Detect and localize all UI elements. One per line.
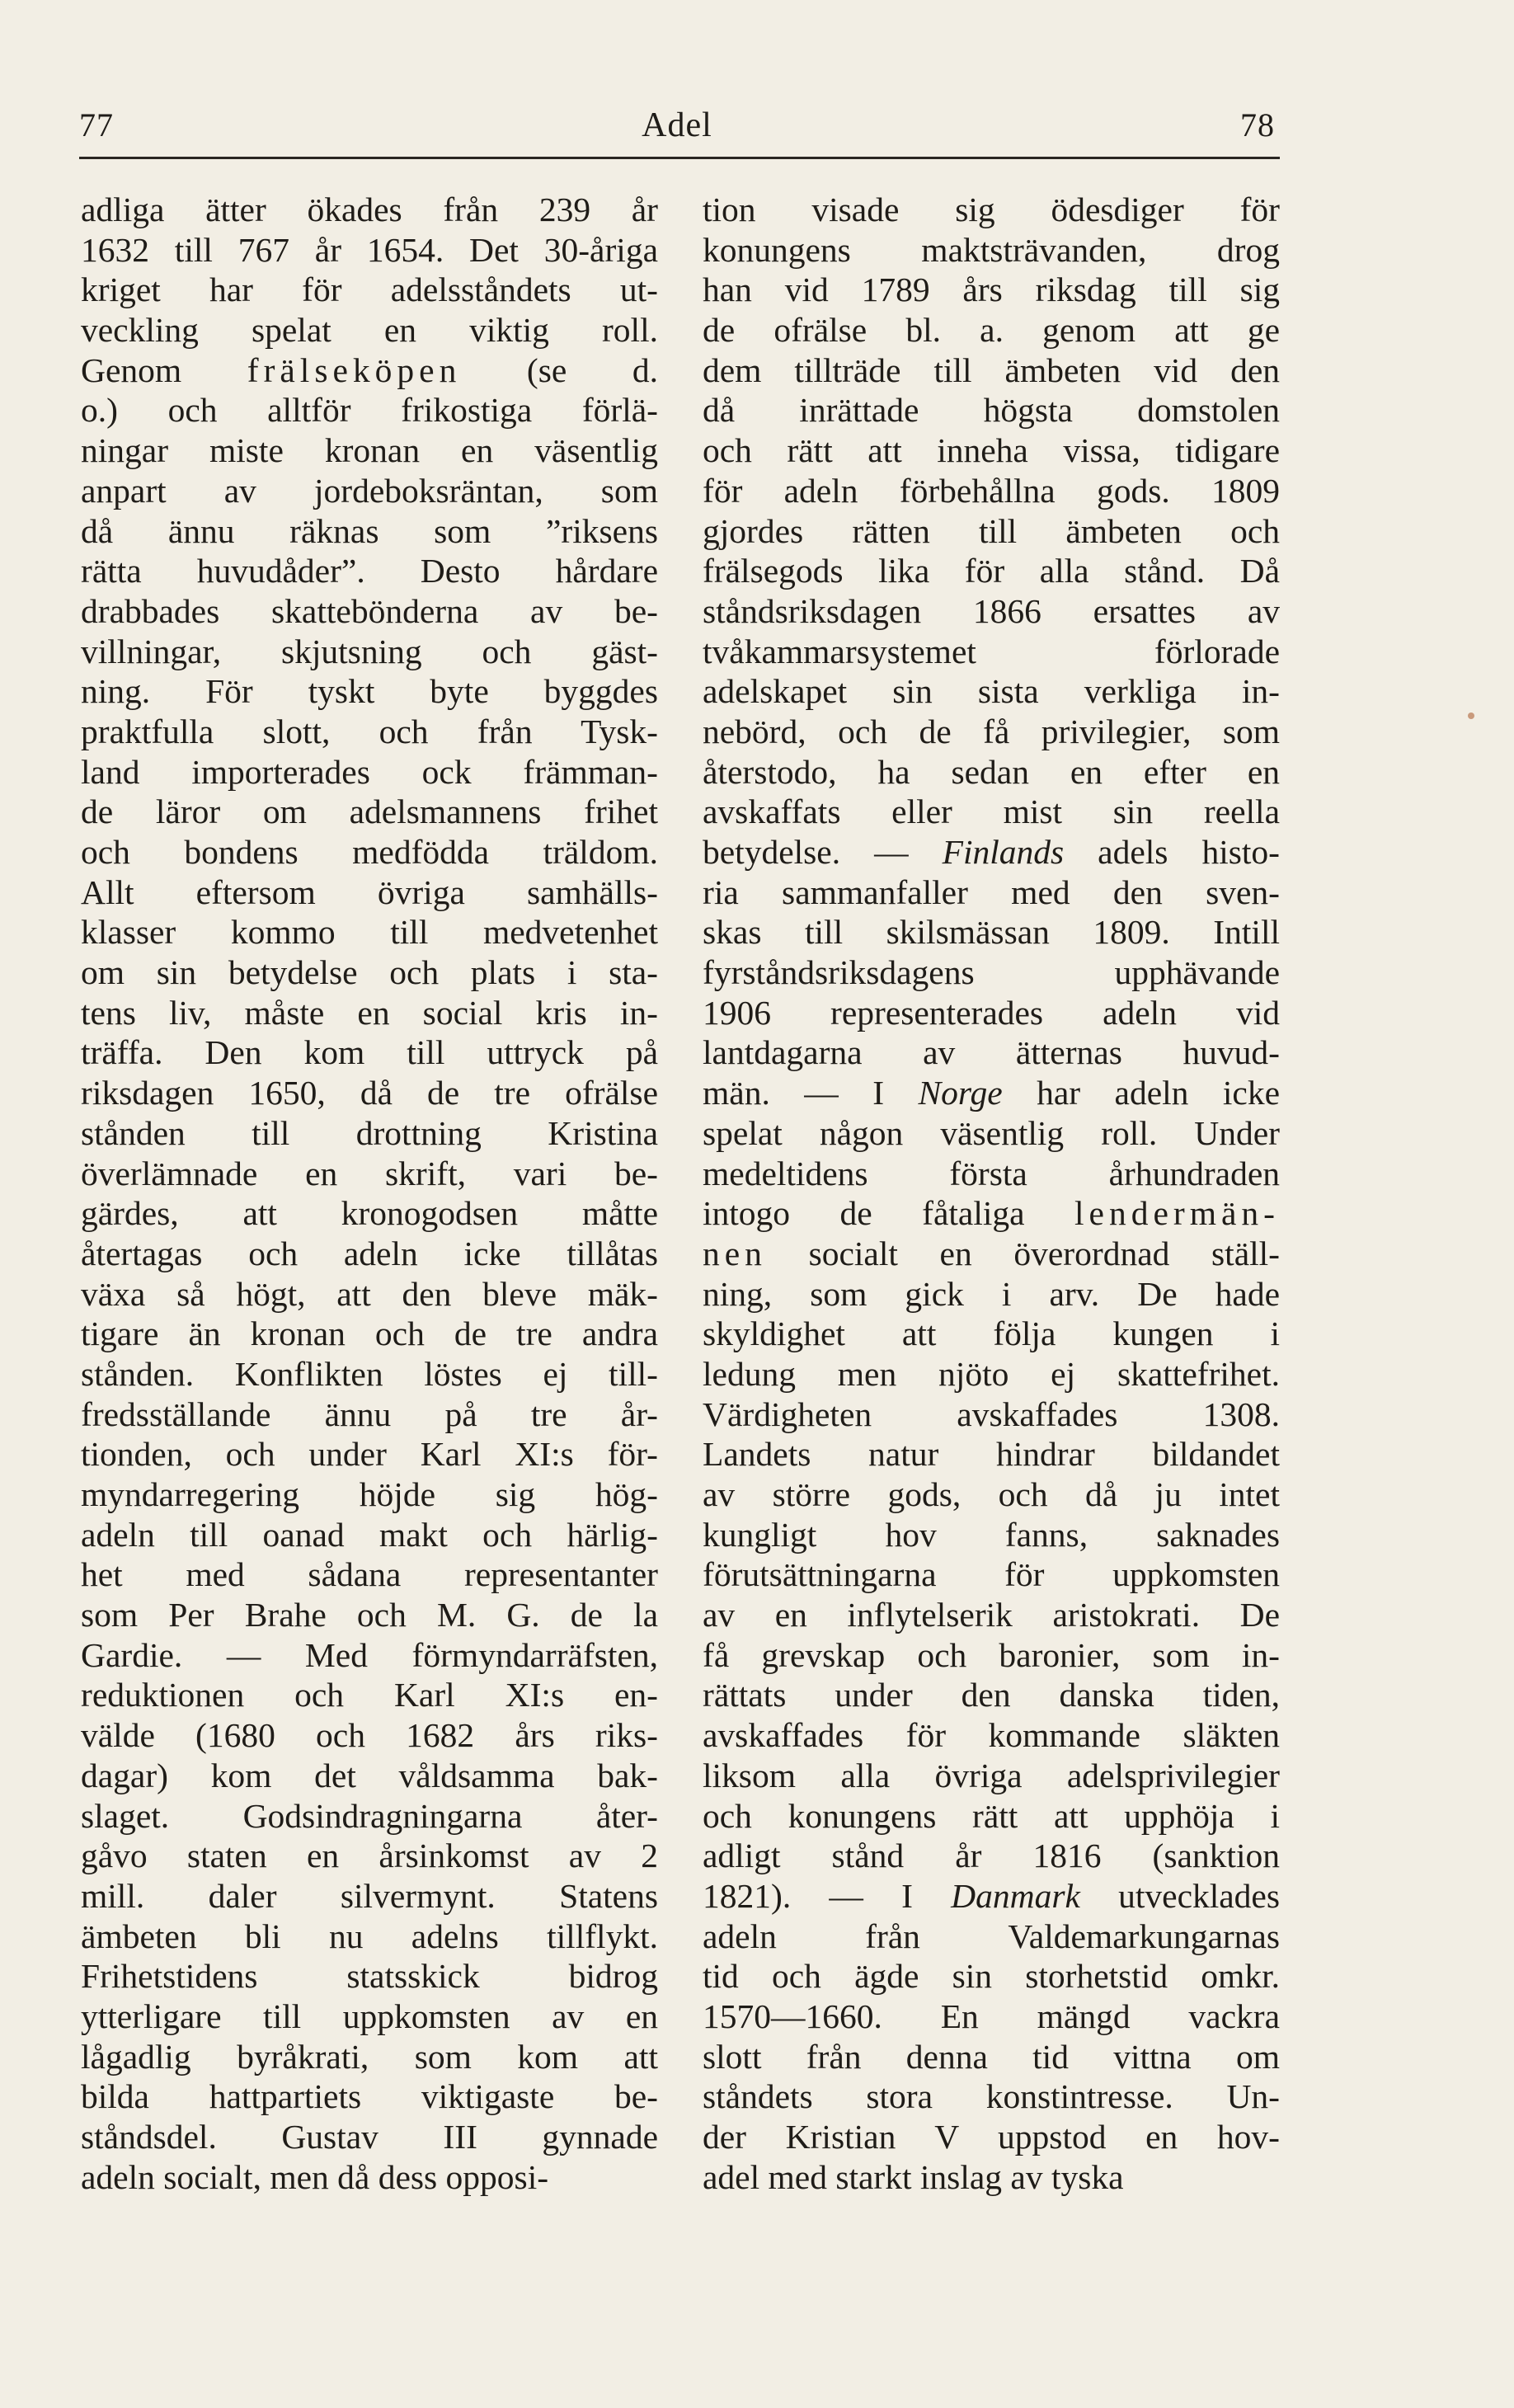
text-line: som Per Brahe och M. G. de la (81, 1596, 658, 1634)
text-line: avskaffats eller mist sin reella (703, 792, 1280, 831)
text-line: het med sådana representanter (81, 1555, 658, 1594)
text-line: myndarregering höjde sig hög- (81, 1475, 658, 1513)
text-line: bilda hattpartiets viktigaste be- (81, 2077, 658, 2116)
text-line: ståndsriksdagen 1866 ersattes av (703, 591, 1280, 630)
text-line: klasser kommo till medvetenhet (81, 913, 658, 952)
text-line: tigare än kronan och de tre andra (81, 1315, 658, 1353)
text-line: kriget har för adelsståndets ut- (81, 270, 658, 309)
text-line: Värdigheten avskaffades 1308. (703, 1394, 1280, 1433)
text-line: praktfulla slott, och från Tysk- (81, 712, 658, 750)
text-line: slaget. Godsindragningarna åter- (81, 1796, 658, 1835)
text-line: och bondens medfödda träldom. (81, 833, 658, 871)
text-line: de ofrälse bl. a. genom att ge (703, 311, 1280, 350)
text-line: adliga ätter ökades från 239 år (81, 190, 658, 228)
text-line: adelskapet sin sista verkliga in- (703, 672, 1280, 711)
text-line: återstodo, ha sedan en efter en (703, 752, 1280, 791)
text-line: tion visade sig ödesdiger för (703, 190, 1280, 228)
text-line: riksdagen 1650, då de tre ofrälse (81, 1074, 658, 1112)
text-line: avskaffades för kommande släkten (703, 1716, 1280, 1755)
text-line: för adeln förbehållna gods. 1809 (703, 471, 1280, 510)
text-line: han vid 1789 års riksdag till sig (703, 270, 1280, 309)
text-line: gjordes rätten till ämbeten och (703, 511, 1280, 550)
text-line: adel med starkt inslag av tyska (703, 2157, 1124, 2196)
text-line: välde (1680 och 1682 års riks- (81, 1716, 658, 1755)
text-line: land importerades ock främman- (81, 752, 658, 791)
text-line: 1906 representerades adeln vid (703, 993, 1280, 1032)
text-line: villningar, skjutsning och gäst- (81, 632, 658, 670)
text-line: stånden. Konflikten löstes ej till- (81, 1354, 658, 1393)
text-line: Gardie. — Med förmyndarräfsten, (81, 1635, 658, 1674)
text-line: nen socialt en överordnad ställ- (703, 1234, 1280, 1272)
text-line: 1821). — I Danmark utvecklades (703, 1876, 1280, 1915)
text-line: tvåkammarsystemet förlorade (703, 632, 1280, 670)
text-line: tionden, och under Karl XI:s för- (81, 1435, 658, 1474)
text-line: lantdagarna av ätternas huvud- (703, 1033, 1280, 1072)
text-line: o.) och alltför frikostiga förlä- (81, 391, 658, 430)
text-line: överlämnade en skrift, vari be- (81, 1154, 658, 1192)
text-line: dem tillträde till ämbeten vid den (703, 350, 1280, 389)
text-line: ståndets stora konstintresse. Un- (703, 2077, 1280, 2116)
text-line: Frihetstidens statsskick bidrog (81, 1957, 658, 1996)
text-line: ytterligare till uppkomsten av en (81, 1996, 658, 2035)
text-line: Genom frälseköpen (se d. (81, 350, 658, 389)
text-line: 1632 till 767 år 1654. Det 30-åriga (81, 230, 658, 269)
text-line: ämbeten bli nu adelns tillflykt. (81, 1917, 658, 1955)
text-line: adeln socialt, men då dess opposi- (81, 2157, 549, 2196)
text-line: 1570—1660. En mängd vackra (703, 1996, 1280, 2035)
text-line: växa så högt, att den bleve mäk- (81, 1274, 658, 1313)
text-line: ning. För tyskt byte byggdes (81, 672, 658, 711)
text-line: liksom alla övriga adelsprivilegier (703, 1756, 1280, 1794)
text-line: återtagas och adeln icke tillåtas (81, 1234, 658, 1272)
text-line: ledung men njöto ej skattefrihet. (703, 1354, 1280, 1393)
text-line: skas till skilsmässan 1809. Intill (703, 913, 1280, 952)
text-line: adeln till oanad makt och härlig- (81, 1515, 658, 1554)
text-line: tid och ägde sin storhetstid omkr. (703, 1957, 1280, 1996)
running-head-title: Adel (642, 106, 712, 144)
text-line: Allt eftersom övriga samhälls- (81, 872, 658, 911)
text-line: ningar miste kronan en väsentlig (81, 431, 658, 470)
text-line: fyrståndsriksdagens upphävande (703, 953, 1280, 992)
text-line: slott från denna tid vittna om (703, 2037, 1280, 2076)
text-line: och rätt att inneha vissa, tidigare (703, 431, 1280, 470)
text-line: kungligt hov fanns, saknades (703, 1515, 1280, 1554)
paper-speck (1468, 713, 1474, 719)
text-line: betydelse. — Finlands adels histo- (703, 833, 1280, 871)
text-line: då ännu räknas som ”riksens (81, 511, 658, 550)
right-text-column (703, 190, 1280, 2197)
text-line: dagar) kom det våldsamma bak- (81, 1756, 658, 1794)
header-rule (79, 157, 1280, 159)
text-line: då inrättade högsta domstolen (703, 391, 1280, 430)
text-line: om sin betydelse och plats i sta- (81, 953, 658, 992)
text-line: reduktionen och Karl XI:s en- (81, 1676, 658, 1714)
text-line: mill. daler silvermynt. Statens (81, 1876, 658, 1915)
text-line: de läror om adelsmannens frihet (81, 792, 658, 831)
text-line: nebörd, och de få privilegier, som (703, 712, 1280, 750)
text-line: av en inflytelserik aristokrati. De (703, 1596, 1280, 1634)
text-line: skyldighet att följa kungen i (703, 1315, 1280, 1353)
text-line: ståndsdel. Gustav III gynnade (81, 2118, 658, 2156)
text-line: adeln från Valdemarkungarnas (703, 1917, 1280, 1955)
text-line: rätta huvudåder”. Desto hårdare (81, 552, 658, 590)
text-line: tens liv, måste en social kris in- (81, 993, 658, 1032)
text-line: gåvo staten en årsinkomst av 2 (81, 1837, 658, 1875)
text-line: förutsättningarna för uppkomsten (703, 1555, 1280, 1594)
text-line: anpart av jordeboksräntan, som (81, 471, 658, 510)
left-page-number: 77 (79, 106, 114, 143)
page-header (79, 106, 1275, 155)
right-page-number: 78 (1240, 106, 1275, 143)
text-line: män. — I Norge har adeln icke (703, 1074, 1280, 1112)
text-line: få grevskap och baronier, som in- (703, 1635, 1280, 1674)
text-line: stånden till drottning Kristina (81, 1113, 658, 1152)
text-line: rättats under den danska tiden, (703, 1676, 1280, 1714)
left-text-column (81, 190, 658, 2197)
text-line: intogo de fåtaliga lendermän- (703, 1194, 1280, 1233)
text-line: konungens maktsträvanden, drog (703, 230, 1280, 269)
text-line: av större gods, och då ju intet (703, 1475, 1280, 1513)
text-line: der Kristian V uppstod en hov- (703, 2118, 1280, 2156)
text-line: Landets natur hindrar bildandet (703, 1435, 1280, 1474)
text-line: ria sammanfaller med den sven- (703, 872, 1280, 911)
text-line: gärdes, att kronogodsen måtte (81, 1194, 658, 1233)
text-line: frälsegods lika för alla stånd. Då (703, 552, 1280, 590)
text-line: ning, som gick i arv. De hade (703, 1274, 1280, 1313)
text-line: drabbades skattebönderna av be- (81, 591, 658, 630)
text-line: medeltidens första århundraden (703, 1154, 1280, 1192)
text-line: lågadlig byråkrati, som kom att (81, 2037, 658, 2076)
text-line: veckling spelat en viktig roll. (81, 311, 658, 350)
text-line: träffa. Den kom till uttryck på (81, 1033, 658, 1072)
text-line: och konungens rätt att upphöja i (703, 1796, 1280, 1835)
text-line: fredsställande ännu på tre år- (81, 1394, 658, 1433)
text-line: adligt stånd år 1816 (sanktion (703, 1837, 1280, 1875)
text-line: spelat någon väsentlig roll. Under (703, 1113, 1280, 1152)
